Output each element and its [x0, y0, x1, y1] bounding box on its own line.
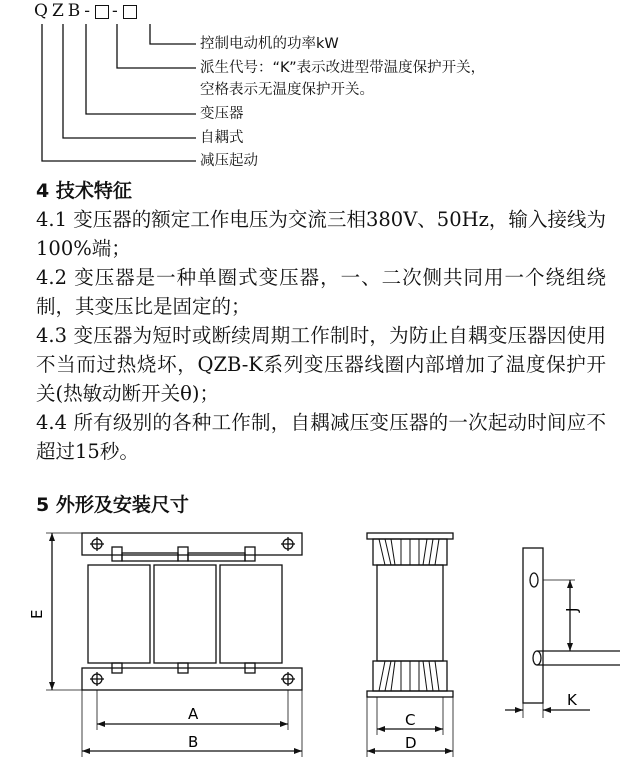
section5-title: 5 外形及安装尺寸 [36, 494, 189, 516]
dimension-label-c: C [405, 711, 416, 729]
mounting-detail-drawing [495, 540, 630, 720]
paragraph-4-4: 4.4 所有级别的各种工作制，自耦减压变压器的一次起动时间应不超过15秒。 [36, 411, 606, 463]
dimension-label-d: D [405, 734, 417, 752]
code-letter-z: Z [51, 1, 65, 21]
section4-body [36, 205, 606, 466]
winding-hatching [379, 539, 439, 691]
dimension-label-a: A [188, 705, 199, 723]
dimension-label-j: J [563, 607, 581, 612]
annotation-power: 控制电动机的功率kW [200, 36, 339, 52]
annotation-transformer: 变压器 [200, 106, 244, 122]
code-letter-b: B [67, 1, 82, 21]
paragraph-4-2: 4.2 变压器是一种单圈式变压器，一、二次侧共同用一个绕组绕制，其变压比是固定的； [36, 266, 606, 318]
annotation-start: 减压起动 [200, 153, 258, 169]
code-separator: - [112, 1, 119, 21]
dimension-label-k: K [567, 691, 577, 709]
dimension-label-b: B [188, 733, 199, 751]
paragraph-4-3: 4.3 变压器为短时或断续周期工作制时，为防止自耦变压器因使用不当而过热烧坏，QZB-K系列变压器线圈内部增加了温度保护开关(热敏动断开关θ)； [36, 324, 606, 405]
paragraph-4-1: 4.1 变压器的额定工作电压为交流三相380V、50Hz，输入接线为100%端； [36, 208, 606, 260]
dimension-label-e: E [28, 609, 46, 619]
annotation-derived-line1: 派生代号：“K”表示改进型带温度保护开关， [200, 60, 486, 76]
annotation-derived-line2: 空格表示无温度保护开关。 [200, 82, 374, 98]
code-letter-q: Q [34, 1, 49, 21]
annotation-autocoupled: 自耦式 [200, 130, 244, 146]
section4-title: 4 技术特征 [36, 180, 132, 202]
side-view-drawing [355, 525, 465, 770]
front-view-drawing [30, 525, 320, 770]
code-separator: - [84, 1, 91, 21]
